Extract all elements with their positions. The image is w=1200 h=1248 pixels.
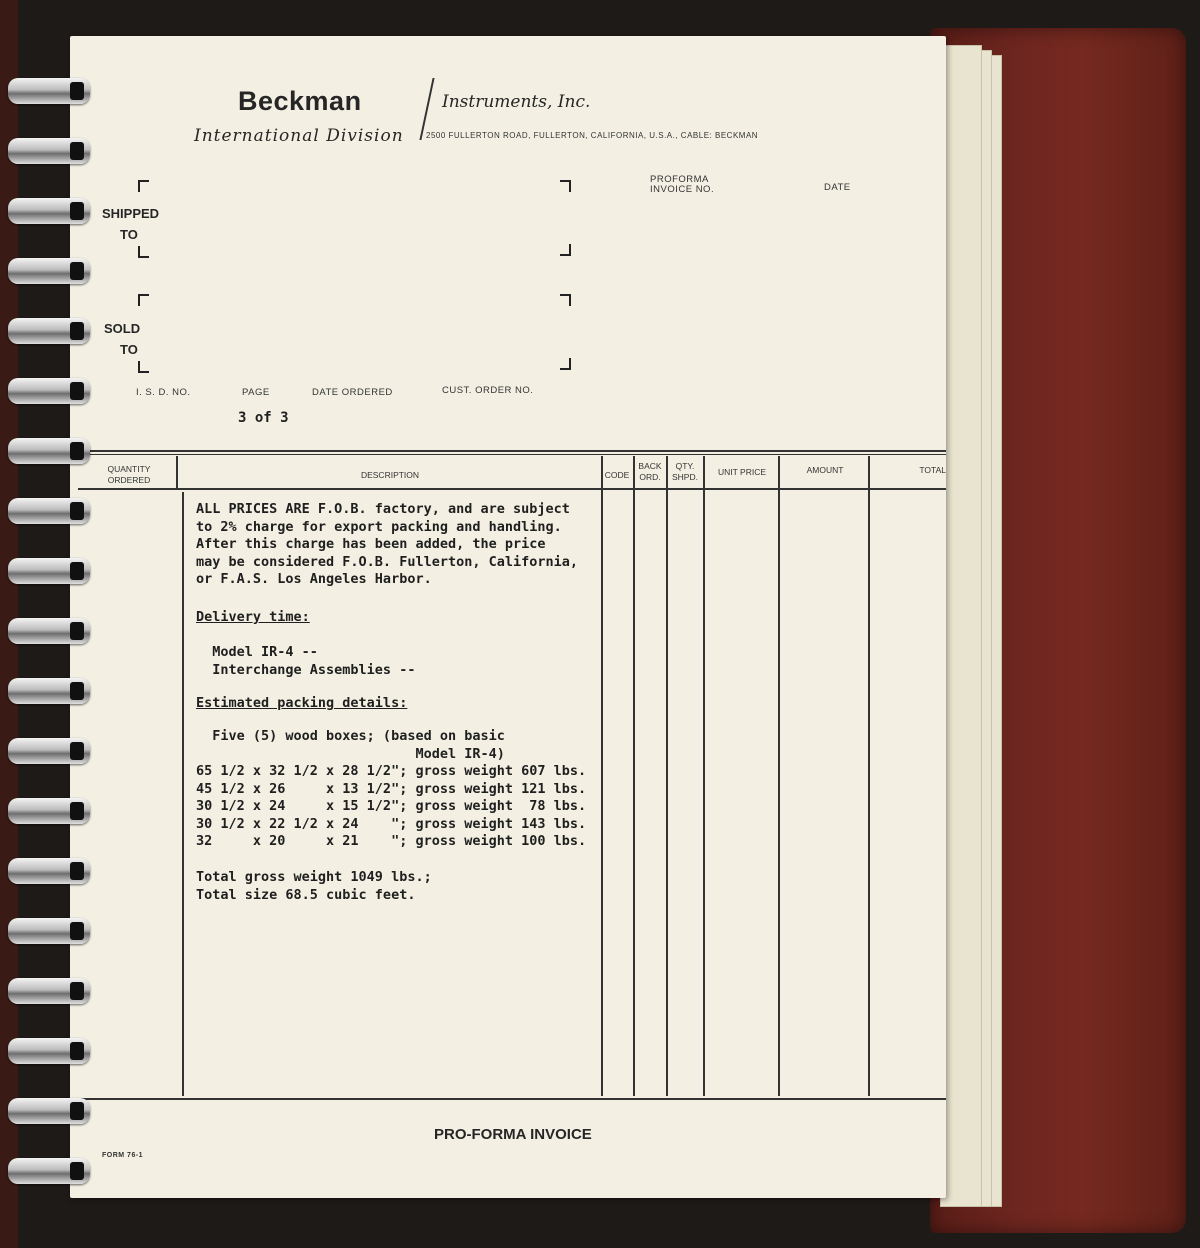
binder-ring [8, 318, 90, 344]
shipped-to-label: SHIPPED [102, 206, 160, 221]
sold-to-label: SOLD [104, 321, 141, 336]
binder-ring [8, 738, 90, 764]
binder-ring [8, 498, 90, 524]
column-divider [601, 456, 603, 1096]
column-divider [778, 456, 780, 1096]
binder-ring [8, 918, 90, 944]
column-divider [182, 492, 184, 1096]
column-divider [703, 456, 705, 1096]
binder-ring [8, 438, 90, 464]
address-corner-mark [560, 294, 571, 306]
company-logo: Beckman [238, 86, 362, 116]
binder-ring [8, 258, 90, 284]
address-corner-mark [138, 361, 149, 373]
address-corner-mark [138, 246, 149, 258]
address-corner-mark [560, 358, 571, 370]
column-divider [666, 456, 668, 1096]
table-header-rule [78, 488, 946, 490]
company-division: International Division [194, 126, 404, 146]
column-header-qty-shpd: QTY. SHPD. [672, 461, 698, 482]
binder-ring [8, 678, 90, 704]
packing-totals: Total gross weight 1049 lbs.; Total size 68.5 cubic feet. [196, 869, 432, 903]
table-bottom-rule [78, 1098, 946, 1100]
column-header-unit-price: UNIT PRICE [717, 467, 767, 477]
binder-ring [8, 78, 90, 104]
packing-details-lines: Five (5) wood boxes; (based on basic Model IR-4) 65 1/2 x 32 1/2 x 28 1/2"; gross weight 607 lbs. 45 1/2 x 26 x 13 1/2"; gross weight 121 lbs. 30 1/2 x 24 x 15 1/2"; gross weight 78 lbs. 30 1/2 x 22 1/2 x 24 "; gross weight 143 lbs. 32 x 20 x 21 "; gross weight 100 lbs. [196, 728, 587, 849]
proforma-invoice-no-label: PROFORMA INVOICE NO. [650, 174, 715, 195]
column-header-total: TOTAL [919, 465, 946, 475]
address-corner-mark [138, 294, 149, 306]
page-number-value: 3 of 3 [238, 410, 289, 426]
sold-to-label-2: TO [120, 342, 138, 357]
form-number: FORM 76-1 [102, 1152, 144, 1159]
page-label: PAGE [242, 387, 270, 398]
address-corner-mark [560, 244, 571, 256]
column-header-description: DESCRIPTION [360, 470, 420, 480]
form-footer-title: PRO-FORMA INVOICE [434, 1126, 592, 1143]
delivery-time-lines: Model IR-4 -- Interchange Assemblies -- [212, 644, 416, 678]
date-ordered-label: DATE ORDERED [312, 387, 393, 398]
date-label: DATE [824, 182, 851, 193]
column-divider [633, 456, 635, 1096]
table-top-rule-2 [78, 454, 946, 455]
binder-ring [8, 1098, 90, 1124]
binder-ring [8, 1038, 90, 1064]
column-divider [176, 456, 178, 488]
table-top-rule [78, 450, 946, 452]
company-suffix: Instruments, Inc. [442, 92, 591, 112]
page-stack-edge [940, 45, 982, 1207]
binder-ring [8, 618, 90, 644]
pricing-terms-text: ALL PRICES ARE F.O.B. factory, and are subject to 2% charge for export packing and handling. After this charge has been added, the price may be considered F.O.B. Fullerton, California, or F.A.S. Los Angeles Harbor. [196, 501, 579, 587]
binder-ring [8, 978, 90, 1004]
packing-details-heading: Estimated packing details: [196, 695, 408, 711]
binder-ring [8, 198, 90, 224]
shipped-to-label-2: TO [120, 227, 138, 242]
company-address: 2500 FULLERTON ROAD, FULLERTON, CALIFORNIA, U.S.A., CABLE: BECKMAN [426, 131, 759, 140]
binder-ring [8, 378, 90, 404]
isd-no-label: I. S. D. NO. [136, 387, 191, 398]
binder-ring [8, 1158, 90, 1184]
invoice-page [70, 36, 946, 1198]
address-corner-mark [138, 180, 149, 192]
column-header-back-ord: BACK ORD. [638, 461, 662, 482]
delivery-time-heading: Delivery time: [196, 609, 310, 625]
column-header-amount: AMOUNT [806, 465, 844, 475]
column-header-code: CODE [604, 470, 630, 480]
binder-ring [8, 858, 90, 884]
address-corner-mark [560, 180, 571, 192]
column-header-quantity: QUANTITY ORDERED [107, 464, 151, 485]
binder-ring [8, 798, 90, 824]
column-divider [868, 456, 870, 1096]
binder-ring [8, 558, 90, 584]
cust-order-no-label: CUST. ORDER NO. [442, 385, 534, 396]
binder-ring [8, 138, 90, 164]
